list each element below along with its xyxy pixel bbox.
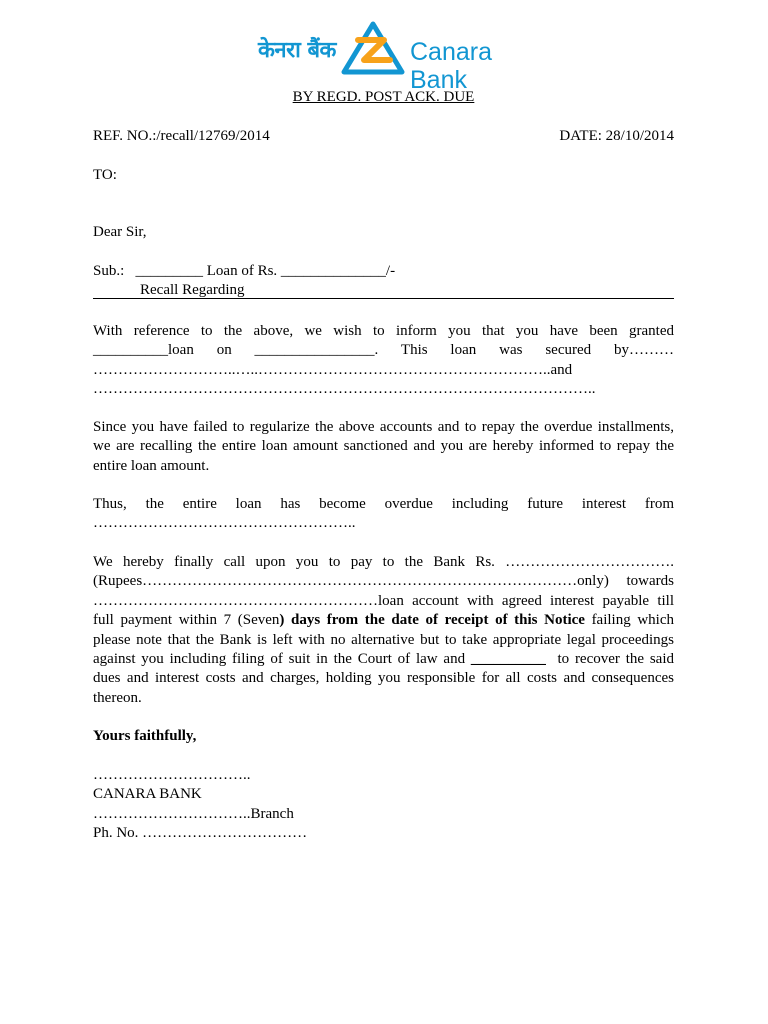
subject-line: Sub.: _________ Loan of Rs. ______________/- [93,263,396,279]
paragraph-line: entire loan amount. [93,457,210,474]
paragraph-line: thereon. [93,689,142,706]
letter-heading: BY REGD. POST ACK. DUE [292,89,475,105]
recipient-label: TO: [93,167,117,183]
paragraph-line: We hereby finally call upon you to pay to the Bank Rs. ……………………………. [93,554,674,570]
signature-line: ………………………….. [93,767,251,783]
paragraph-line: full payment within 7 (Seven) days from the date of receipt of this Notice failing which [93,612,674,629]
subject-block [93,262,674,301]
paragraph-line: __________loan on ________________. This loan was secured by……… [93,342,674,359]
canara-bank-logo [258,20,548,94]
subject-divider [93,298,674,299]
reference-number: REF. NO.:/recall/12769/2014 [93,128,270,144]
paragraph-line: Since you have failed to regularize the above accounts and to repay the overdue installments, [93,419,674,435]
paragraph-line: …………………………………………………loan account with agreed interest payable till [93,592,674,609]
signature-block [93,766,307,844]
paragraph-line: …………………………………………….. [93,515,356,532]
logo-english-text: Canara Bank [410,38,492,94]
blank-underline: __________ [470,651,546,668]
salutation: Dear Sir, [93,224,147,240]
paragraph-loan-details [93,322,674,400]
subject-recall-regarding: Recall Regarding [140,282,245,299]
paragraph-line: ……………………………………………………………………………………….. [93,381,596,398]
letter-date: DATE: 28/10/2014 [559,128,674,144]
paragraph-line: dues and interest costs and charges, holding you responsible for all costs and consequences [93,670,674,687]
paragraph-line: please note that the Bank is left with no alternative but to take appropriate legal proceedings [93,631,674,648]
paragraph-line: ………………………..…..…………………………………………………..and [93,361,573,378]
paragraph-line: against you including filing of suit in the Court of law and __________ to recover the said [93,651,674,668]
notice-emphasis: ) days from the date of receipt of this Notice [279,612,585,629]
paragraph-line: we are recalling the entire loan amount sanctioned and you are hereby informed to repay the [93,438,674,455]
branch-line: …………………………..Branch [93,805,294,822]
paragraph-recall-notice [93,418,674,476]
closing-phrase: Yours faithfully, [93,728,197,744]
paragraph-overdue [93,495,674,534]
canara-bank-triangle-icon [340,20,406,76]
logo-hindi-text: केनरा बैंक [258,38,336,63]
paragraph-line: Thus, the entire loan has become overdue including future interest from [93,496,674,512]
paragraph-payment-demand [93,553,674,708]
phone-line: Ph. No. …………………………… [93,825,308,842]
paragraph-line: (Rupees……………………………………………………………………………only) towards [93,573,674,590]
bank-name: CANARA BANK [93,786,202,803]
paragraph-line: With reference to the above, we wish to inform you that you have been granted [93,323,674,339]
